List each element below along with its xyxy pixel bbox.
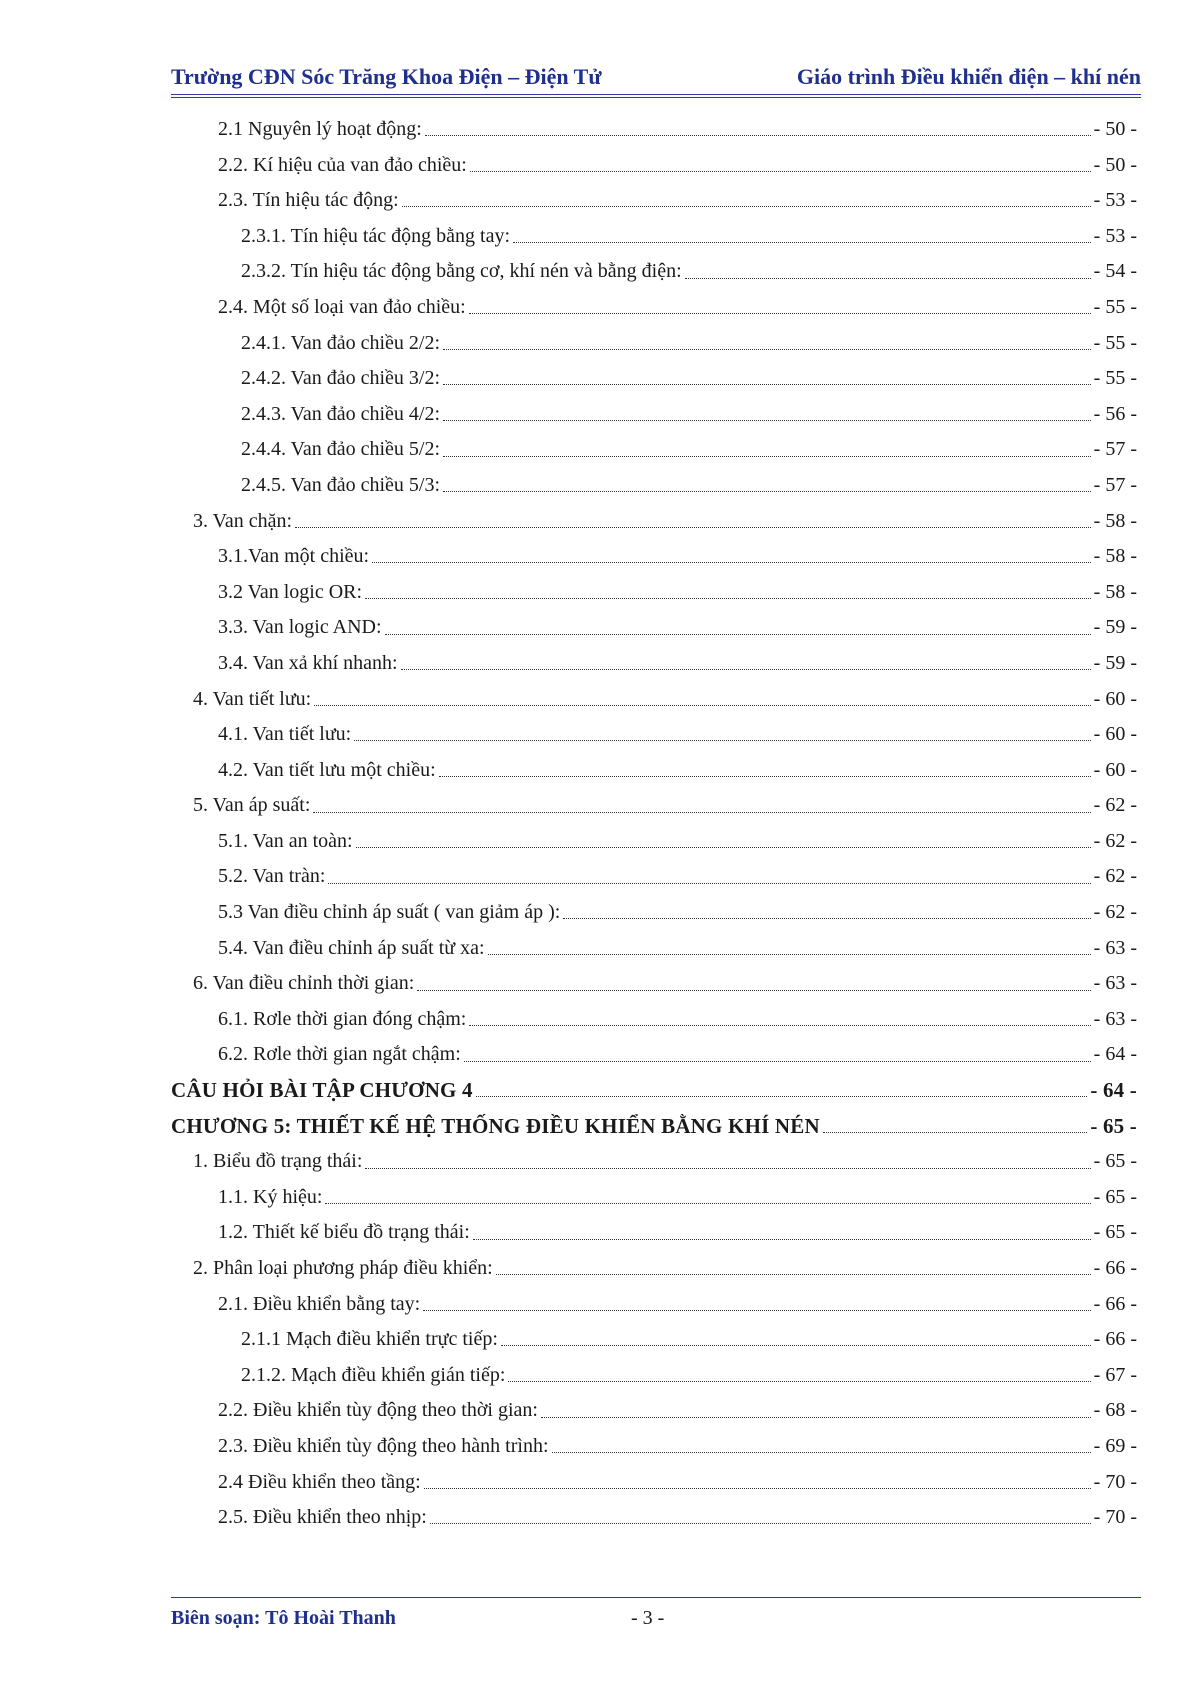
toc-entry[interactable]: 5.2. Van tràn: - 62 - bbox=[218, 865, 1137, 888]
toc-entry[interactable]: 6.1. Rơle thời gian đóng chậm: - 63 - bbox=[218, 1007, 1137, 1030]
toc-entry[interactable]: 5. Van áp suất: - 62 - bbox=[193, 794, 1137, 817]
toc-entry[interactable]: 2.2. Điều khiển tùy động theo thời gian: - 68 - bbox=[218, 1399, 1137, 1422]
toc-entry[interactable]: 2.4. Một số loại van đảo chiều: - 55 - bbox=[218, 295, 1137, 318]
toc-entry[interactable]: 5.4. Van điều chỉnh áp suất từ xa: - 63 - bbox=[218, 936, 1137, 959]
toc-entry[interactable]: 2.4.1. Van đảo chiều 2/2: - 55 - bbox=[241, 331, 1137, 354]
toc-entry[interactable]: 2. Phân loại phương pháp điều khiển: - 66 - bbox=[193, 1257, 1137, 1279]
header-school: Trường CĐN Sóc Trăng Khoa Điện – Điện Tử bbox=[171, 64, 602, 89]
toc-entry[interactable]: 2.1. Điều khiển bằng tay: - 66 - bbox=[218, 1292, 1137, 1315]
toc-entry[interactable]: 5.1. Van an toàn: - 62 - bbox=[218, 829, 1137, 852]
toc-entry[interactable]: 3.2 Van logic OR: - 58 - bbox=[218, 580, 1137, 603]
toc-entry[interactable]: 2.4.2. Van đảo chiều 3/2: - 55 - bbox=[241, 367, 1137, 390]
toc-entry[interactable]: 3.4. Van xả khí nhanh: - 59 - bbox=[218, 651, 1137, 674]
footer-author: Biên soạn: Tô Hoài Thanh bbox=[171, 1607, 396, 1629]
toc-entry[interactable]: 2.3.2. Tín hiệu tác động bằng cơ, khí nén và bằng điện: - 54 - bbox=[241, 260, 1137, 283]
toc-entry[interactable]: 1.2. Thiết kế biểu đồ trạng thái: - 65 - bbox=[218, 1221, 1137, 1244]
page-number: - 3 - bbox=[631, 1607, 665, 1629]
toc-entry[interactable]: 2.4.5. Van đảo chiều 5/3: - 57 - bbox=[241, 473, 1137, 496]
toc-entry[interactable]: 6. Van điều chỉnh thời gian: - 63 - bbox=[193, 972, 1137, 995]
toc-entry-chapter[interactable]: CÂU HỎI BÀI TẬP CHƯƠNG 4 - 64 - bbox=[171, 1078, 1137, 1103]
toc-entry[interactable]: 5.3 Van điều chỉnh áp suất ( van giảm áp ): - 62 - bbox=[218, 901, 1137, 924]
toc-entry[interactable]: 2.3.1. Tín hiệu tác động bằng tay: - 53 - bbox=[241, 224, 1137, 247]
toc-entry[interactable]: 3. Van chặn: - 58 - bbox=[193, 509, 1137, 532]
toc-entry[interactable]: 3.3. Van logic AND: - 59 - bbox=[218, 616, 1137, 639]
toc-entry[interactable]: 2.3. Điều khiển tùy động theo hành trình: - 69 - bbox=[218, 1434, 1137, 1457]
toc-entry[interactable]: 3.1.Van một chiều: - 58 - bbox=[218, 545, 1137, 568]
toc-entry[interactable]: 6.2. Rơle thời gian ngắt chậm: - 64 - bbox=[218, 1043, 1137, 1066]
header-textbook-title: Giáo trình Điều khiển điện – khí nén bbox=[796, 64, 1141, 89]
page-footer bbox=[171, 1607, 1141, 1637]
toc-entry[interactable]: 2.4.3. Van đảo chiều 4/2: - 56 - bbox=[241, 402, 1137, 425]
toc-entry[interactable]: 2.4 Điều khiển theo tầng: - 70 - bbox=[218, 1470, 1137, 1493]
toc-entry[interactable]: 4.2. Van tiết lưu một chiều: - 60 - bbox=[218, 758, 1137, 781]
toc-entry[interactable]: 2.1 Nguyên lý hoạt động: - 50 - bbox=[218, 118, 1137, 140]
table-of-contents bbox=[171, 112, 1137, 1536]
toc-entry[interactable]: 1.1. Ký hiệu: - 65 - bbox=[218, 1185, 1137, 1208]
toc-entry[interactable]: 2.2. Kí hiệu của van đảo chiều: - 50 - bbox=[218, 153, 1137, 176]
toc-entry[interactable]: 2.5. Điều khiển theo nhịp: - 70 - bbox=[218, 1506, 1137, 1529]
toc-entry[interactable]: 4.1. Van tiết lưu: - 60 - bbox=[218, 723, 1137, 746]
footer-divider bbox=[171, 1597, 1141, 1598]
toc-entry[interactable]: 2.1.2. Mạch điều khiển gián tiếp: - 67 - bbox=[241, 1363, 1137, 1386]
header-divider bbox=[171, 94, 1141, 98]
toc-entry[interactable]: 2.3. Tín hiệu tác động: - 53 - bbox=[218, 189, 1137, 212]
toc-entry[interactable]: 2.4.4. Van đảo chiều 5/2: - 57 - bbox=[241, 438, 1137, 461]
toc-entry-chapter[interactable]: CHƯƠNG 5: THIẾT KẾ HỆ THỐNG ĐIỀU KHIỂN BẰNG KHÍ NÉN - 65 - bbox=[171, 1113, 1137, 1138]
page-header bbox=[171, 52, 1141, 90]
toc-entry[interactable]: 4. Van tiết lưu: - 60 - bbox=[193, 687, 1137, 710]
toc-entry[interactable]: 1. Biểu đồ trạng thái: - 65 - bbox=[193, 1150, 1137, 1173]
toc-entry[interactable]: 2.1.1 Mạch điều khiển trực tiếp: - 66 - bbox=[241, 1328, 1137, 1351]
